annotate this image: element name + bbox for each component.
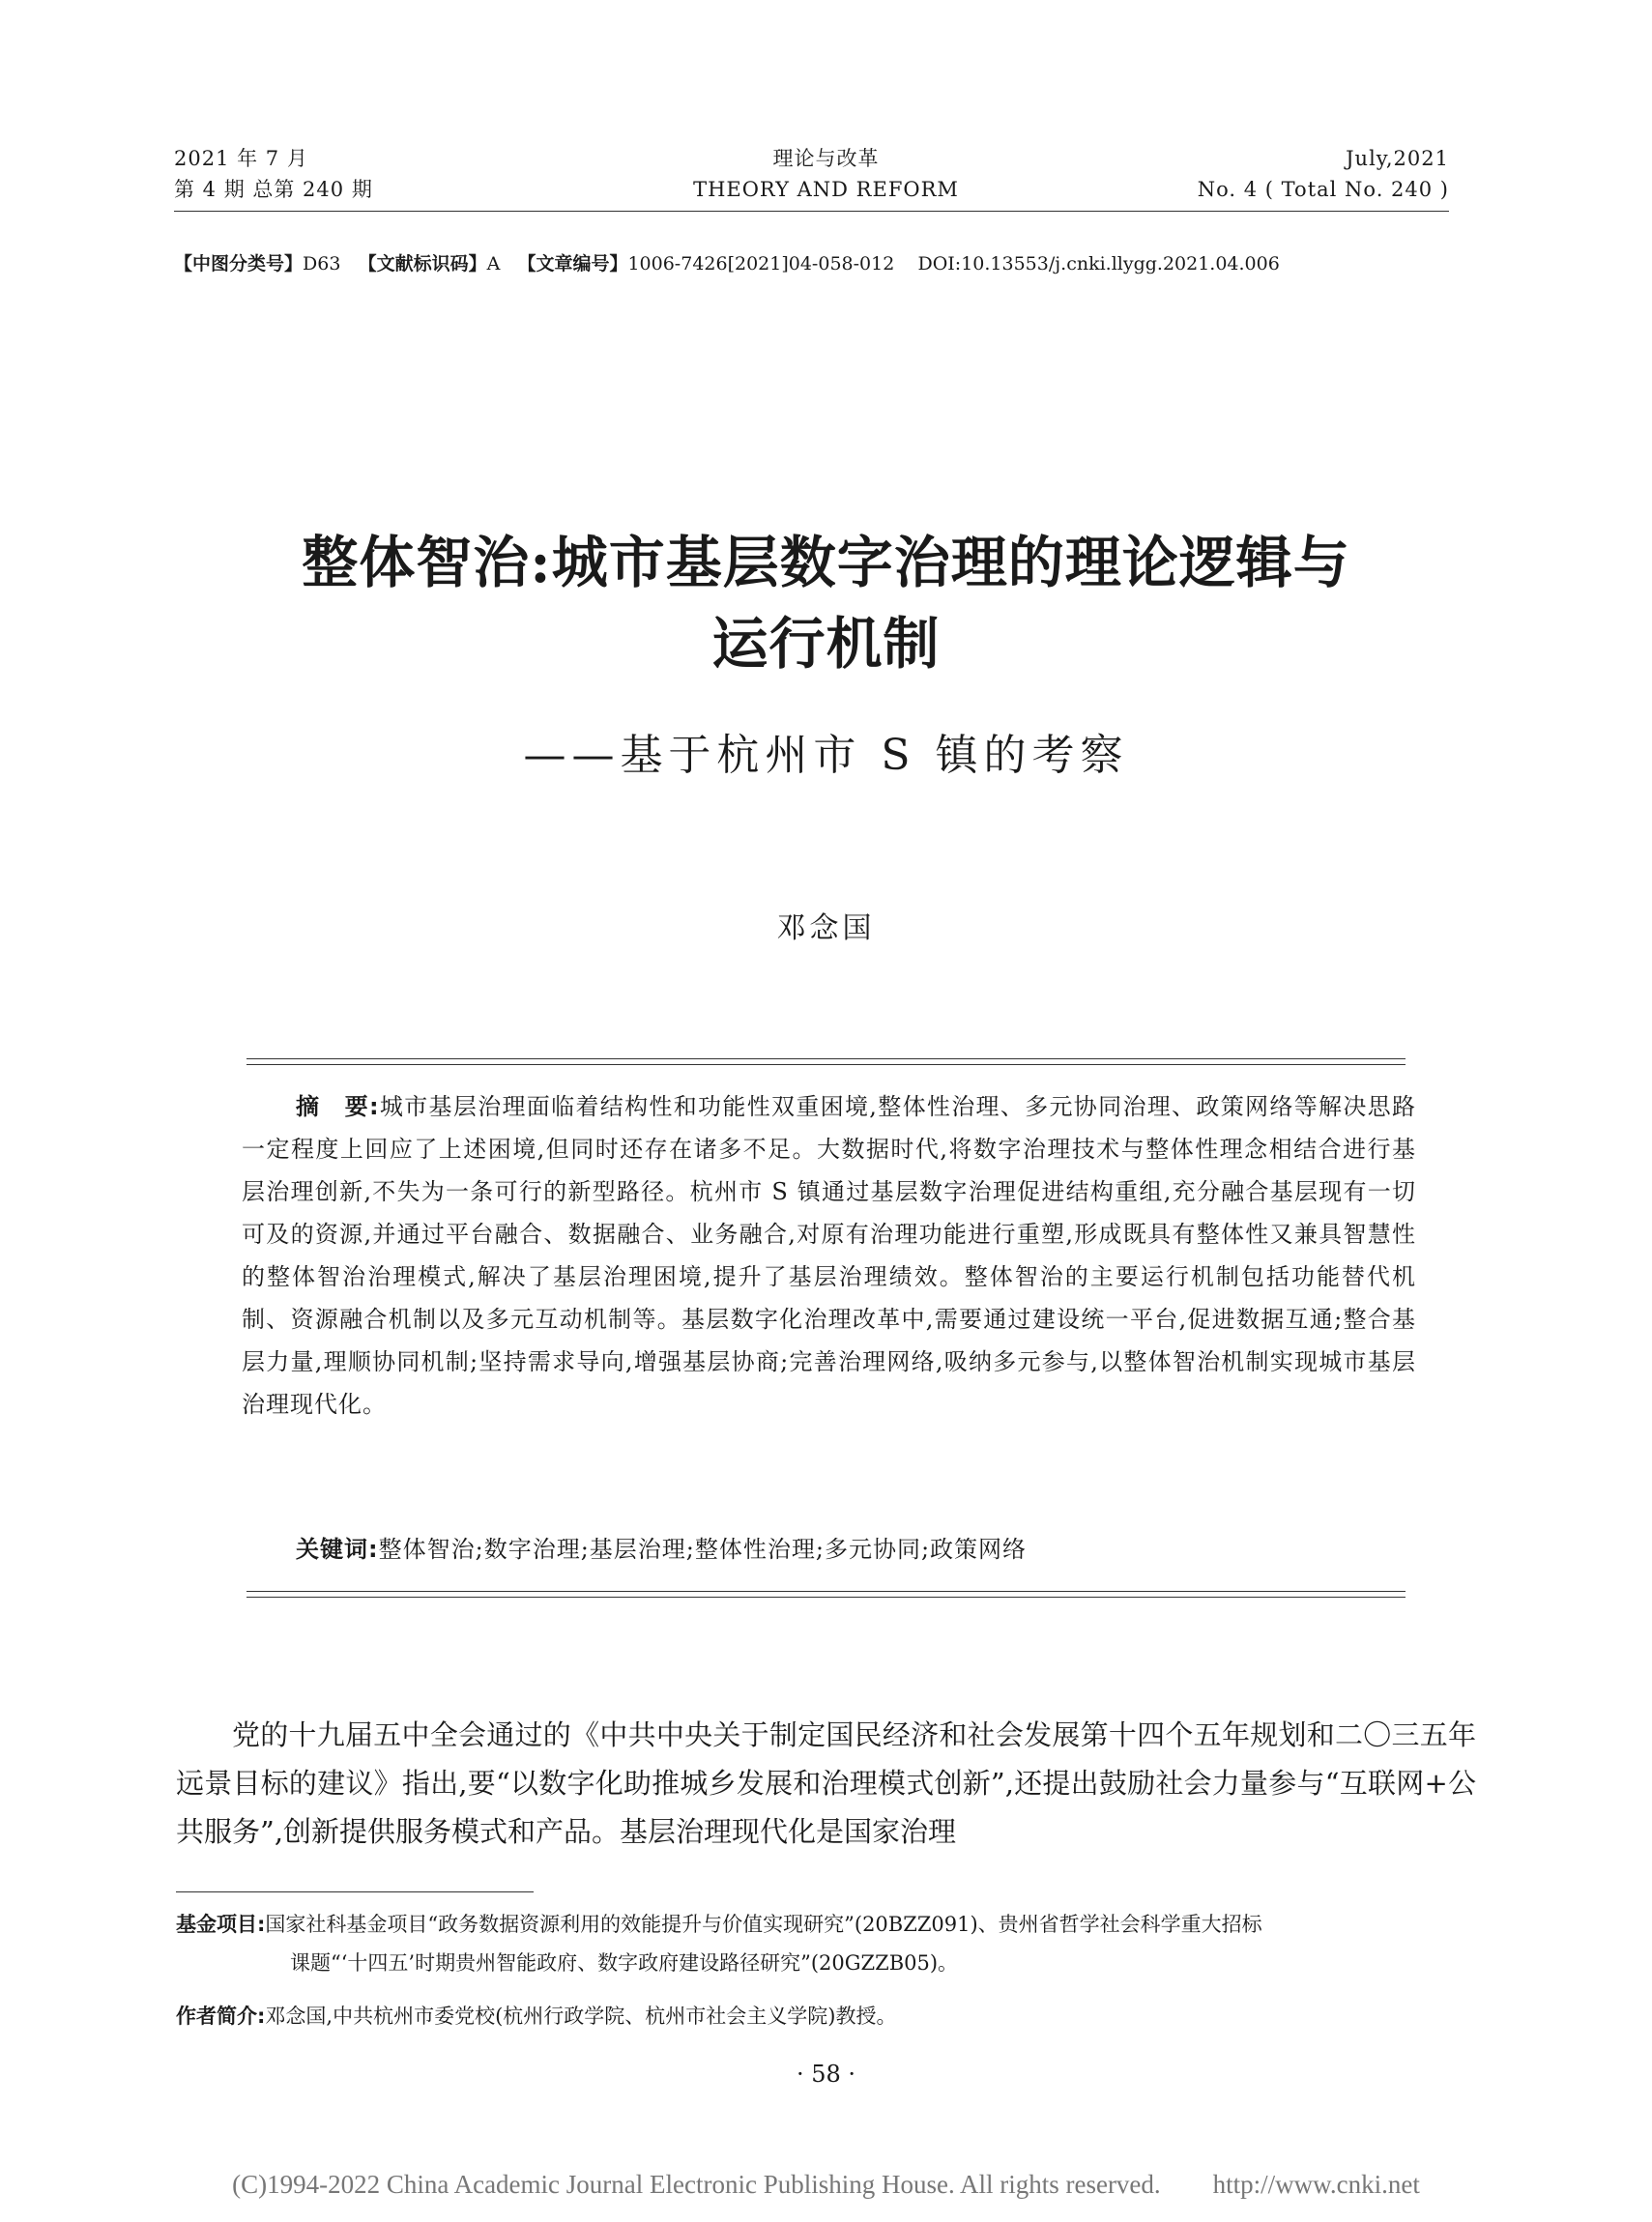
- footnote-fund-continued: 课题“‘十四五’时期贵州智能政府、数字政府建设路径研究”(20GZZB05)。: [290, 1951, 959, 1975]
- author-bio-text: 邓念国,中共杭州市委党校(杭州行政学院、杭州市社会主义学院)教授。: [265, 2005, 897, 2028]
- title-line-2: 运行机制: [711, 611, 941, 677]
- issue-date: 2021 年 7 月: [174, 147, 308, 170]
- abstract-label: 摘 要:: [296, 1093, 380, 1120]
- copyright-notice: (C)1994-2022 China Academic Journal Electronic Publishing House. All rights reserved. http://www.cnki.net: [232, 2170, 1420, 2199]
- keywords-text: 整体智治;数字治理;基层治理;整体性治理;多元协同;政策网络: [378, 1536, 1028, 1563]
- doc-code-value: A: [486, 253, 501, 274]
- keywords: [296, 1530, 1027, 1564]
- fund-text: 国家社科基金项目“政务数据资源利用的效能提升与价值实现研究”(20BZZ091)、贵州省哲学社会科学重大招标: [265, 1913, 1262, 1936]
- clc-value: D63: [303, 253, 341, 274]
- abstract-top-rule-thin: [246, 1064, 1406, 1065]
- body-paragraph: 党的十九届五中全会通过的《中共中央关于制定国民经济和社会发展第十四个五年规划和二〇三五年远景目标的建议》指出,要“以数字化助推城乡发展和治理模式创新”,还提出鼓励社会力量参与“互联网+公共服务”,创新提供服务模式和产品。基层治理现代化是国家治理: [176, 1718, 1476, 1848]
- footnote-fund: [176, 1906, 1476, 1943]
- journal-date-issue-en: [1198, 143, 1449, 205]
- author-name: 邓念国: [776, 911, 876, 945]
- abstract-bottom-rule: [246, 1597, 1406, 1598]
- page-number: · 58 ·: [796, 2061, 856, 2088]
- abstract-text: 城市基层治理面临着结构性和功能性双重困境,整体性治理、多元协同治理、政策网络等解决思路一定程度上回应了上述困境,但同时还存在诸多不足。大数据时代,将数字治理技术与整体性理念相结合进行基层治理创新,不失为一条可行的新型路径。杭州市 S 镇通过基层数字治理促进结构重组,充分融合基层现有一切可及的资源,并通过平台融合、数据融合、业务融合,对原有治理功能进行重塑,形成既具有整体性又兼具智慧性的整体智治治理模式,解决了基层治理困境,提升了基层治理绩效。整体智治的主要运行机制包括功能替代机制、资源融合机制以及多元互动机制等。基层数字化治理改革中,需要通过建设统一平台,促进数据互通;整合基层力量,理顺协同机制;坚持需求导向,增强基层协商;完善治理网络,吸纳多元参与,以整体智治机制实现城市基层治理现代化。: [242, 1093, 1416, 1418]
- abstract: [242, 1085, 1416, 1426]
- article-no-label: 【文章编号】: [517, 253, 628, 274]
- abstract-top-rule: [246, 1058, 1406, 1059]
- author-bio-label: 作者简介:: [176, 2005, 266, 2028]
- paper-title: [0, 522, 1652, 684]
- journal-name-cn: 理论与改革: [772, 147, 880, 170]
- title-line-1: 整体智治:城市基层数字治理的理论逻辑与: [302, 530, 1350, 595]
- journal-name-en: THEORY AND REFORM: [693, 178, 959, 201]
- paper-subtitle: ——基于杭州市 S 镇的考察: [523, 731, 1129, 780]
- doc-code-label: 【文献标识码】: [358, 253, 487, 274]
- fund-label: 基金项目:: [176, 1913, 266, 1936]
- issue-date-en: July,2021: [1346, 147, 1449, 170]
- issue-number-en: No. 4 ( Total No. 240 ): [1197, 178, 1449, 201]
- footnote-author: [176, 1998, 1476, 2034]
- footnote-divider: [176, 1891, 534, 1892]
- article-metadata: [174, 249, 1280, 275]
- keywords-label: 关键词:: [296, 1536, 379, 1563]
- issue-number: 第 4 期 总第 240 期: [174, 178, 373, 201]
- abstract-bottom-rule-thin: [246, 1591, 1406, 1592]
- header-divider: [174, 211, 1449, 212]
- doi: DOI:10.13553/j.cnki.llygg.2021.04.006: [917, 253, 1280, 274]
- clc-label: 【中图分类号】: [174, 253, 304, 274]
- article-no-value: 1006-7426[2021]04-058-012: [627, 253, 895, 274]
